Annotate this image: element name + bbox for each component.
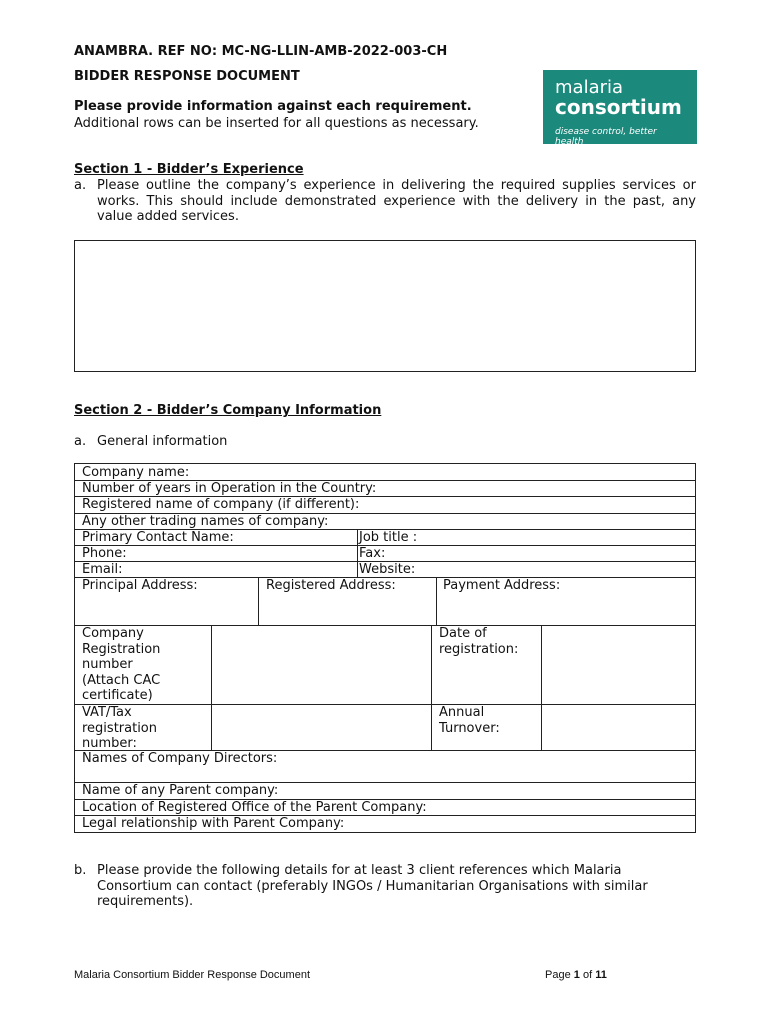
section-1-item-a	[74, 178, 696, 225]
email-label: Email:	[82, 562, 123, 577]
website-label: Website:	[359, 562, 416, 577]
registered-name-label: Registered name of company (if different):	[82, 497, 360, 512]
page-current: 1	[573, 969, 580, 981]
column-divider	[211, 625, 212, 750]
primary-contact-label: Primary Contact Name:	[82, 530, 234, 545]
legal-relationship-label: Legal relationship with Parent Company:	[82, 816, 345, 831]
label-line: Annual	[439, 705, 485, 720]
label-line: (Attach CAC	[82, 672, 161, 688]
label-line: number	[82, 657, 133, 672]
row-divider	[75, 625, 695, 626]
item-label: a.	[74, 434, 87, 449]
instruction-bold: Please provide information against each requirement.	[74, 99, 472, 114]
job-title-label: Job title :	[359, 530, 418, 545]
column-divider	[258, 577, 259, 625]
instruction-text: Additional rows can be inserted for all questions as necessary.	[74, 116, 479, 131]
page-of: of	[582, 969, 593, 981]
label-line: registration:	[439, 641, 519, 657]
directors-label: Names of Company Directors:	[82, 751, 278, 766]
item-text: Please provide the following details for at least 3 client references which Malaria Consortium can contact (preferably INGOs / Humanitarian Organisations with similar requirements).	[97, 863, 648, 909]
page-prefix: Page	[545, 969, 571, 981]
footer-document-name: Malaria Consortium Bidder Response Document	[74, 969, 310, 981]
logo-line-2: consortium	[555, 95, 682, 119]
item-text: General information	[97, 434, 228, 449]
date-registration-label	[439, 626, 518, 657]
label-line: number:	[82, 736, 137, 751]
column-divider	[357, 529, 358, 577]
item-label: a.	[74, 178, 87, 193]
document-title: BIDDER RESPONSE DOCUMENT	[74, 69, 300, 84]
malaria-consortium-logo	[543, 70, 697, 147]
page-total: 11	[595, 969, 607, 981]
vat-registration-label	[82, 705, 157, 752]
label-line: Company	[82, 626, 144, 641]
label-line: Turnover:	[439, 720, 500, 736]
label-line: Registration	[82, 641, 161, 657]
phone-label: Phone:	[82, 546, 127, 561]
parent-company-label: Name of any Parent company:	[82, 783, 279, 798]
column-divider	[541, 625, 542, 750]
section-2-item-b	[74, 863, 696, 910]
item-text: Please outline the company’s experience in delivering the required supplies services or works. This should include demonstrated experience with the delivery in the past, any value added services.	[97, 178, 696, 224]
principal-address-label: Principal Address:	[82, 578, 198, 593]
experience-answer-box[interactable]	[74, 240, 696, 372]
company-info-table	[74, 463, 696, 833]
section-2-heading: Section 2 - Bidder’s Company Information	[74, 403, 382, 418]
section-1-heading: Section 1 - Bidder’s Experience	[74, 162, 304, 177]
parent-location-label: Location of Registered Office of the Parent Company:	[82, 800, 427, 815]
trading-names-label: Any other trading names of company:	[82, 514, 329, 529]
payment-address-label: Payment Address:	[443, 578, 561, 593]
company-name-label: Company name:	[82, 465, 190, 480]
logo-tagline: disease control, better health	[555, 127, 657, 147]
annual-turnover-label	[439, 705, 500, 736]
label-line: VAT/Tax	[82, 705, 132, 720]
label-line: registration	[82, 720, 158, 736]
reference-number: ANAMBRA. REF NO: MC-NG-LLIN-AMB-2022-003-CH	[74, 44, 448, 59]
column-divider	[436, 577, 437, 625]
logo-line-1: malaria	[555, 77, 624, 98]
footer-page-number	[545, 969, 607, 981]
label-line: Date of	[439, 626, 487, 641]
item-label: b.	[74, 863, 87, 878]
fax-label: Fax:	[359, 546, 386, 561]
years-operation-label: Number of years in Operation in the Country:	[82, 481, 377, 496]
label-line: certificate)	[82, 688, 153, 703]
company-registration-label	[82, 626, 160, 704]
section-2-item-a	[74, 434, 696, 450]
column-divider	[431, 625, 432, 750]
registered-address-label: Registered Address:	[266, 578, 396, 593]
row-divider	[75, 704, 695, 705]
